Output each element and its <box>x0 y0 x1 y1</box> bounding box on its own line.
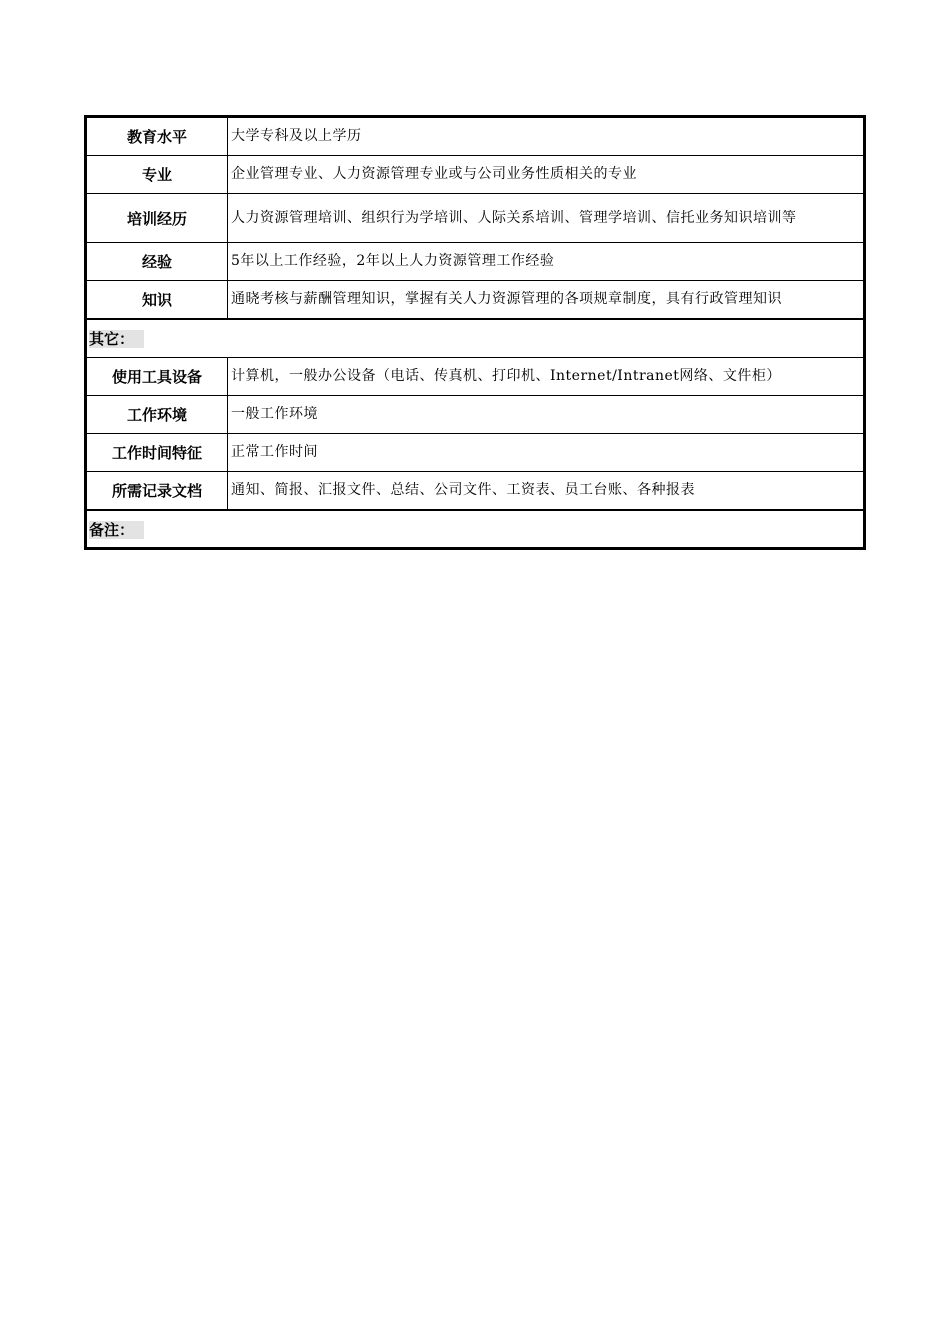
table-row-documents <box>87 472 864 511</box>
environment-label: 工作环境 <box>87 396 228 434</box>
knowledge-value: 通晓考核与薪酬管理知识，掌握有关人力资源管理的各项规章制度，具有行政管理知识 <box>228 281 864 320</box>
education-label: 教育水平 <box>87 118 228 156</box>
table-row-training <box>87 194 864 243</box>
work-hours-label: 工作时间特征 <box>87 434 228 472</box>
table-row-work-hours <box>87 434 864 472</box>
experience-label: 经验 <box>87 243 228 281</box>
section-other <box>87 319 864 358</box>
section-row-other <box>87 319 864 358</box>
section-remarks <box>87 510 864 548</box>
table-row-major <box>87 156 864 194</box>
documents-label: 所需记录文档 <box>87 472 228 511</box>
table-row-education <box>87 118 864 156</box>
section-remarks-label: 备注： <box>89 521 144 539</box>
section-other-label: 其它： <box>89 330 144 348</box>
training-value: 人力资源管理培训、组织行为学培训、人际关系培训、管理学培训、信托业务知识培训等 <box>228 194 864 243</box>
section-row-remarks <box>87 510 864 548</box>
training-label: 培训经历 <box>87 194 228 243</box>
requirements-table <box>86 117 864 548</box>
knowledge-label: 知识 <box>87 281 228 320</box>
major-label: 专业 <box>87 156 228 194</box>
tools-value: 计算机，一般办公设备（电话、传真机、打印机、Internet/Intranet网络、文件柜） <box>228 358 864 396</box>
major-value: 企业管理专业、人力资源管理专业或与公司业务性质相关的专业 <box>228 156 864 194</box>
environment-value: 一般工作环境 <box>228 396 864 434</box>
experience-value: 5年以上工作经验，2年以上人力资源管理工作经验 <box>228 243 864 281</box>
table-row-experience <box>87 243 864 281</box>
documents-value: 通知、简报、汇报文件、总结、公司文件、工资表、员工台账、各种报表 <box>228 472 864 511</box>
table-row-knowledge <box>87 281 864 320</box>
table-row-tools <box>87 358 864 396</box>
education-value: 大学专科及以上学历 <box>228 118 864 156</box>
tools-label: 使用工具设备 <box>87 358 228 396</box>
table-row-environment <box>87 396 864 434</box>
work-hours-value: 正常工作时间 <box>228 434 864 472</box>
job-spec-table <box>84 115 866 550</box>
